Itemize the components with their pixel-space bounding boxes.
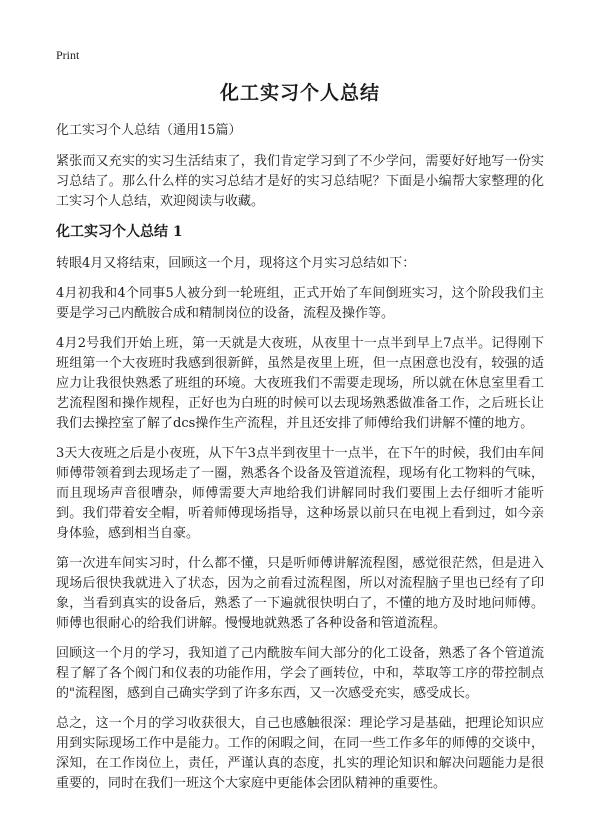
body-paragraph: 回顾这一个月的学习，我知道了己内酰胺车间大部分的化工设备，熟悉了各个管道流程了解了各个阀门和仪表的功能作用，学会了画转位，中和，萃取等工序的带控制点的"流程图，感到自己确实学到了许多东西，又一次感受充实，感受成长。 — [56, 646, 544, 701]
print-link[interactable]: Print — [56, 48, 80, 62]
body-paragraph: 4月2号我们开始上班，第一天就是大夜班，从夜里十一点半到早上7点半。记得刚下班组第一个大夜班时我感到很新鲜，虽然是夜里上班，但一点困意也没有，较强的适应力让我很快熟悉了班组的环境。大夜班我们不需要走现场，所以就在休息室里看工艺流程图和操作规程，正好也为白班的时候可以去现场熟悉做准备工作，之后班长让我们去操控室了解了dcs操作生产流程，并且还安排了师傅给我们讲解不懂的地方。 — [56, 336, 544, 431]
intro-paragraph: 紧张而又充实的实习生活结束了，我们肯定学习到了不少学问，需要好好地写一份实习总结了。那么什么样的实习总结才是好的实习总结呢？下面是小编帮大家整理的化工实习个人总结，欢迎阅读与收藏。 — [56, 154, 544, 209]
body-paragraph: 第一次进车间实习时，什么都不懂，只是听师傅讲解流程图，感觉很茫然，但是进入现场后很快我就进入了状态，因为之前看过流程图，所以对流程脑子里也已经有了印象，当看到真实的设备后，熟悉了一下遍就很快明白了，不懂的地方及时地问师傅。师傅也很耐心的给我们讲解。慢慢地就熟悉了各种设备和管道流程。 — [56, 556, 544, 631]
page-title: 化工实习个人总结 — [219, 82, 380, 104]
body-paragraph: 总之，这一个月的学习收获很大，自己也感触很深：理论学习是基础，把理论知识应用到实际现场工作中是能力。工作的闲暇之间，在同一些工作多年的师傅的交谈中，深知，在工作岗位上，责任，严谨认真的态度，扎实的理论知识和解决问题能力是很重要的，同时在我们一班这个大家庭中更能体会团队精神的重要性。 — [56, 716, 544, 791]
body-paragraph: 转眼4月又将结束，回顾这一个月，现将这个月实习总结如下： — [56, 256, 416, 271]
body-paragraph: 4月初我和4个同事5人被分到一轮班组，正式开始了车间倒班实习，这个阶段我们主要是学习己内酰胺合成和精制岗位的设备，流程及操作等。 — [56, 286, 544, 321]
article-subtitle: 化工实习个人总结（通用15篇） — [56, 123, 242, 138]
article-body — [56, 122, 544, 804]
section-heading: 化工实习个人总结 1 — [56, 224, 183, 240]
body-paragraph: 3天大夜班之后是小夜班，从下午3点半到夜里十一点半，在下午的时候，我们由车间师傅带领着到去现场走了一圈，熟悉各个设备及管道流程，现场有化工物料的气味，而且现场声音很嘈杂，师傅需要大声地给我们讲解同时我们要围上去仔细听才能听到。我们带着安全帽，听着师傅现场指导，这种场景以前只在电视上看到过，如今亲身体验，感到相当自豪。 — [56, 446, 544, 541]
